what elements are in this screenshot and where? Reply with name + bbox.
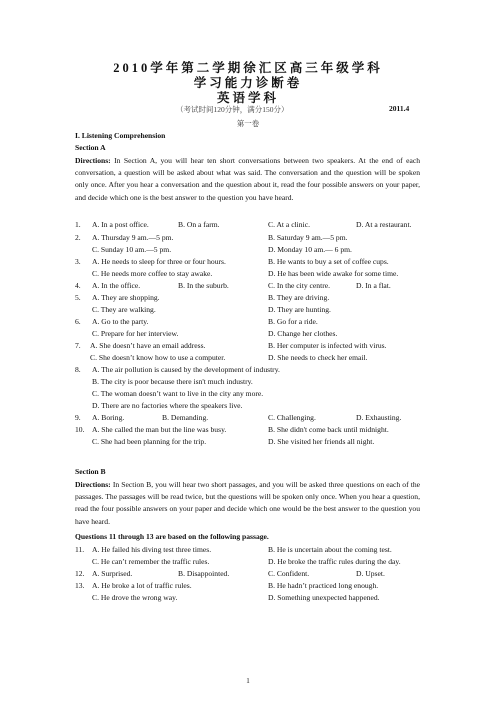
answer-option: A. The air pollution is caused by the development of industry. [92,365,280,374]
volume-label: 第一卷 [236,119,260,128]
answer-option: C. He drove the wrong way. [92,593,178,602]
answer-option: B. Demanding. [162,413,209,422]
question-number: 9. [75,413,81,422]
answer-option: A. He needs to sleep for three or four hours. [92,257,226,266]
answer-option: A. Surprised. [92,569,133,578]
answer-option: C. He can’t remember the traffic rules. [92,557,210,566]
answer-option: A. She doesn’t have an email address. [90,341,206,350]
question-number: 13. [75,581,85,590]
answer-option: A. In the office. [92,281,141,290]
answer-option: D. In a flat. [356,281,391,290]
answer-option: B. She didn't come back until midnight. [268,425,389,434]
answer-option: C. In the city centre. [268,281,330,290]
answer-option: C. They are walking. [92,305,156,314]
answer-option: A. They are shopping. [92,293,160,302]
answer-option: B. Saturday 9 am.—5 pm. [268,233,348,242]
answer-option: C. She doesn’t know how to use a computer. [90,353,226,362]
passage-heading: Questions 11 through 13 are based on the following passage. [75,532,269,541]
question-number: 2. [75,233,81,242]
question-number: 1. [75,220,81,229]
answer-option: D. He has been wide awake for some time. [268,269,399,278]
answer-option: B. On a farm. [178,220,220,229]
exam-time-note: （考试时间120分钟，满分150分） [176,105,289,114]
answer-option: C. Prepare for her interview. [92,329,179,338]
question-number: 5. [75,293,81,302]
section-a-directions: Directions: In Section A, you will hear ten short conversations between two speakers. At the end of each conversation, a question will be asked about what was said. The conversation and the question will be spoken only once. After you hear a conversation and the question about it, read the four possible answers on your paper, and decide which one is the best answer to the question you have heard. [75,156,420,202]
question-number: 12. [75,569,85,578]
exam-title: 2010学年第二学期徐汇区高三年级学科 [113,61,383,75]
answer-option: D. He broke the traffic rules during the day. [268,557,401,566]
answer-option: D. She visited her friends all night. [268,437,375,446]
question-number: 11. [75,545,85,554]
answer-option: D. They are hunting. [268,305,331,314]
answer-option: C. The woman doesn’t want to live in the city any more. [92,389,264,398]
question-number: 3. [75,257,81,266]
answer-option: A. He broke a lot of traffic rules. [92,581,192,590]
answer-option: A. Go to the party. [92,317,149,326]
exam-date: 2011.4 [389,104,410,113]
answer-option: C. Sunday 10 am.—5 pm. [92,245,172,254]
answer-option: B. Disappointed. [178,569,230,578]
section-a-heading: Section A [75,143,106,152]
answer-option: D. Monday 10 am.— 6 pm. [268,245,352,254]
directions-label: Directions: [75,156,111,165]
question-number: 8. [75,365,81,374]
exam-subtitle-line: 学习能力诊断卷 [193,76,303,90]
answer-option: B. The city is poor because there isn't much industry. [92,377,253,386]
question-number: 10. [75,425,85,434]
directions-label: Directions: [75,480,111,489]
answer-option: B. Go for a ride. [268,317,318,326]
answer-option: A. He failed his diving test three times. [92,545,212,554]
question-number: 6. [75,317,81,326]
answer-option: C. At a clinic. [268,220,310,229]
section-b-directions: Directions: In Section B, you will hear two short passages, and you will be asked three questions on each of the passages. The passages will be read twice, but the questions will be spoken only once. When you hear a question, read the four possible answers on your paper and decide which one would be the best answer to the question you have heard. [75,480,421,526]
answer-option: B. They are driving. [268,293,330,302]
question-number: 4. [75,281,81,290]
answer-option: A. In a post office. [92,220,149,229]
answer-option: D. Exhausting. [356,413,402,422]
answer-option: B. He wants to buy a set of coffee cups. [268,257,389,266]
answer-option: C. Confident. [268,569,310,578]
subject-title: 英语学科 [216,91,279,105]
page-number: 1 [246,677,250,685]
answer-option: D. Upset. [356,569,385,578]
question-number: 7. [75,341,81,350]
answer-option: C. He needs more coffee to stay awake. [92,269,213,278]
answer-option: D. Something unexpected happened. [268,593,380,602]
section-heading: I. Listening Comprehension [75,131,166,140]
answer-option: D. There are no factories where the speakers live. [92,401,243,410]
answer-option: A. Boring. [92,413,125,422]
answer-option: B. He is uncertain about the coming test. [268,545,392,554]
answer-option: A. She called the man but the line was busy. [92,425,227,434]
answer-option: D. At a restaurant. [356,220,412,229]
section-b-heading: Section B [75,467,106,476]
answer-option: D. She needs to check her email. [268,353,368,362]
answer-option: C. She had been planning for the trip. [92,437,207,446]
answer-option: B. Her computer is infected with virus. [268,341,387,350]
answer-option: D. Change her clothes. [268,329,338,338]
answer-option: B. In the suburb. [178,281,229,290]
answer-option: A. Thursday 9 am.—5 pm. [92,233,174,242]
answer-option: C. Challenging. [268,413,316,422]
answer-option: B. He hadn’t practiced long enough. [268,581,379,590]
